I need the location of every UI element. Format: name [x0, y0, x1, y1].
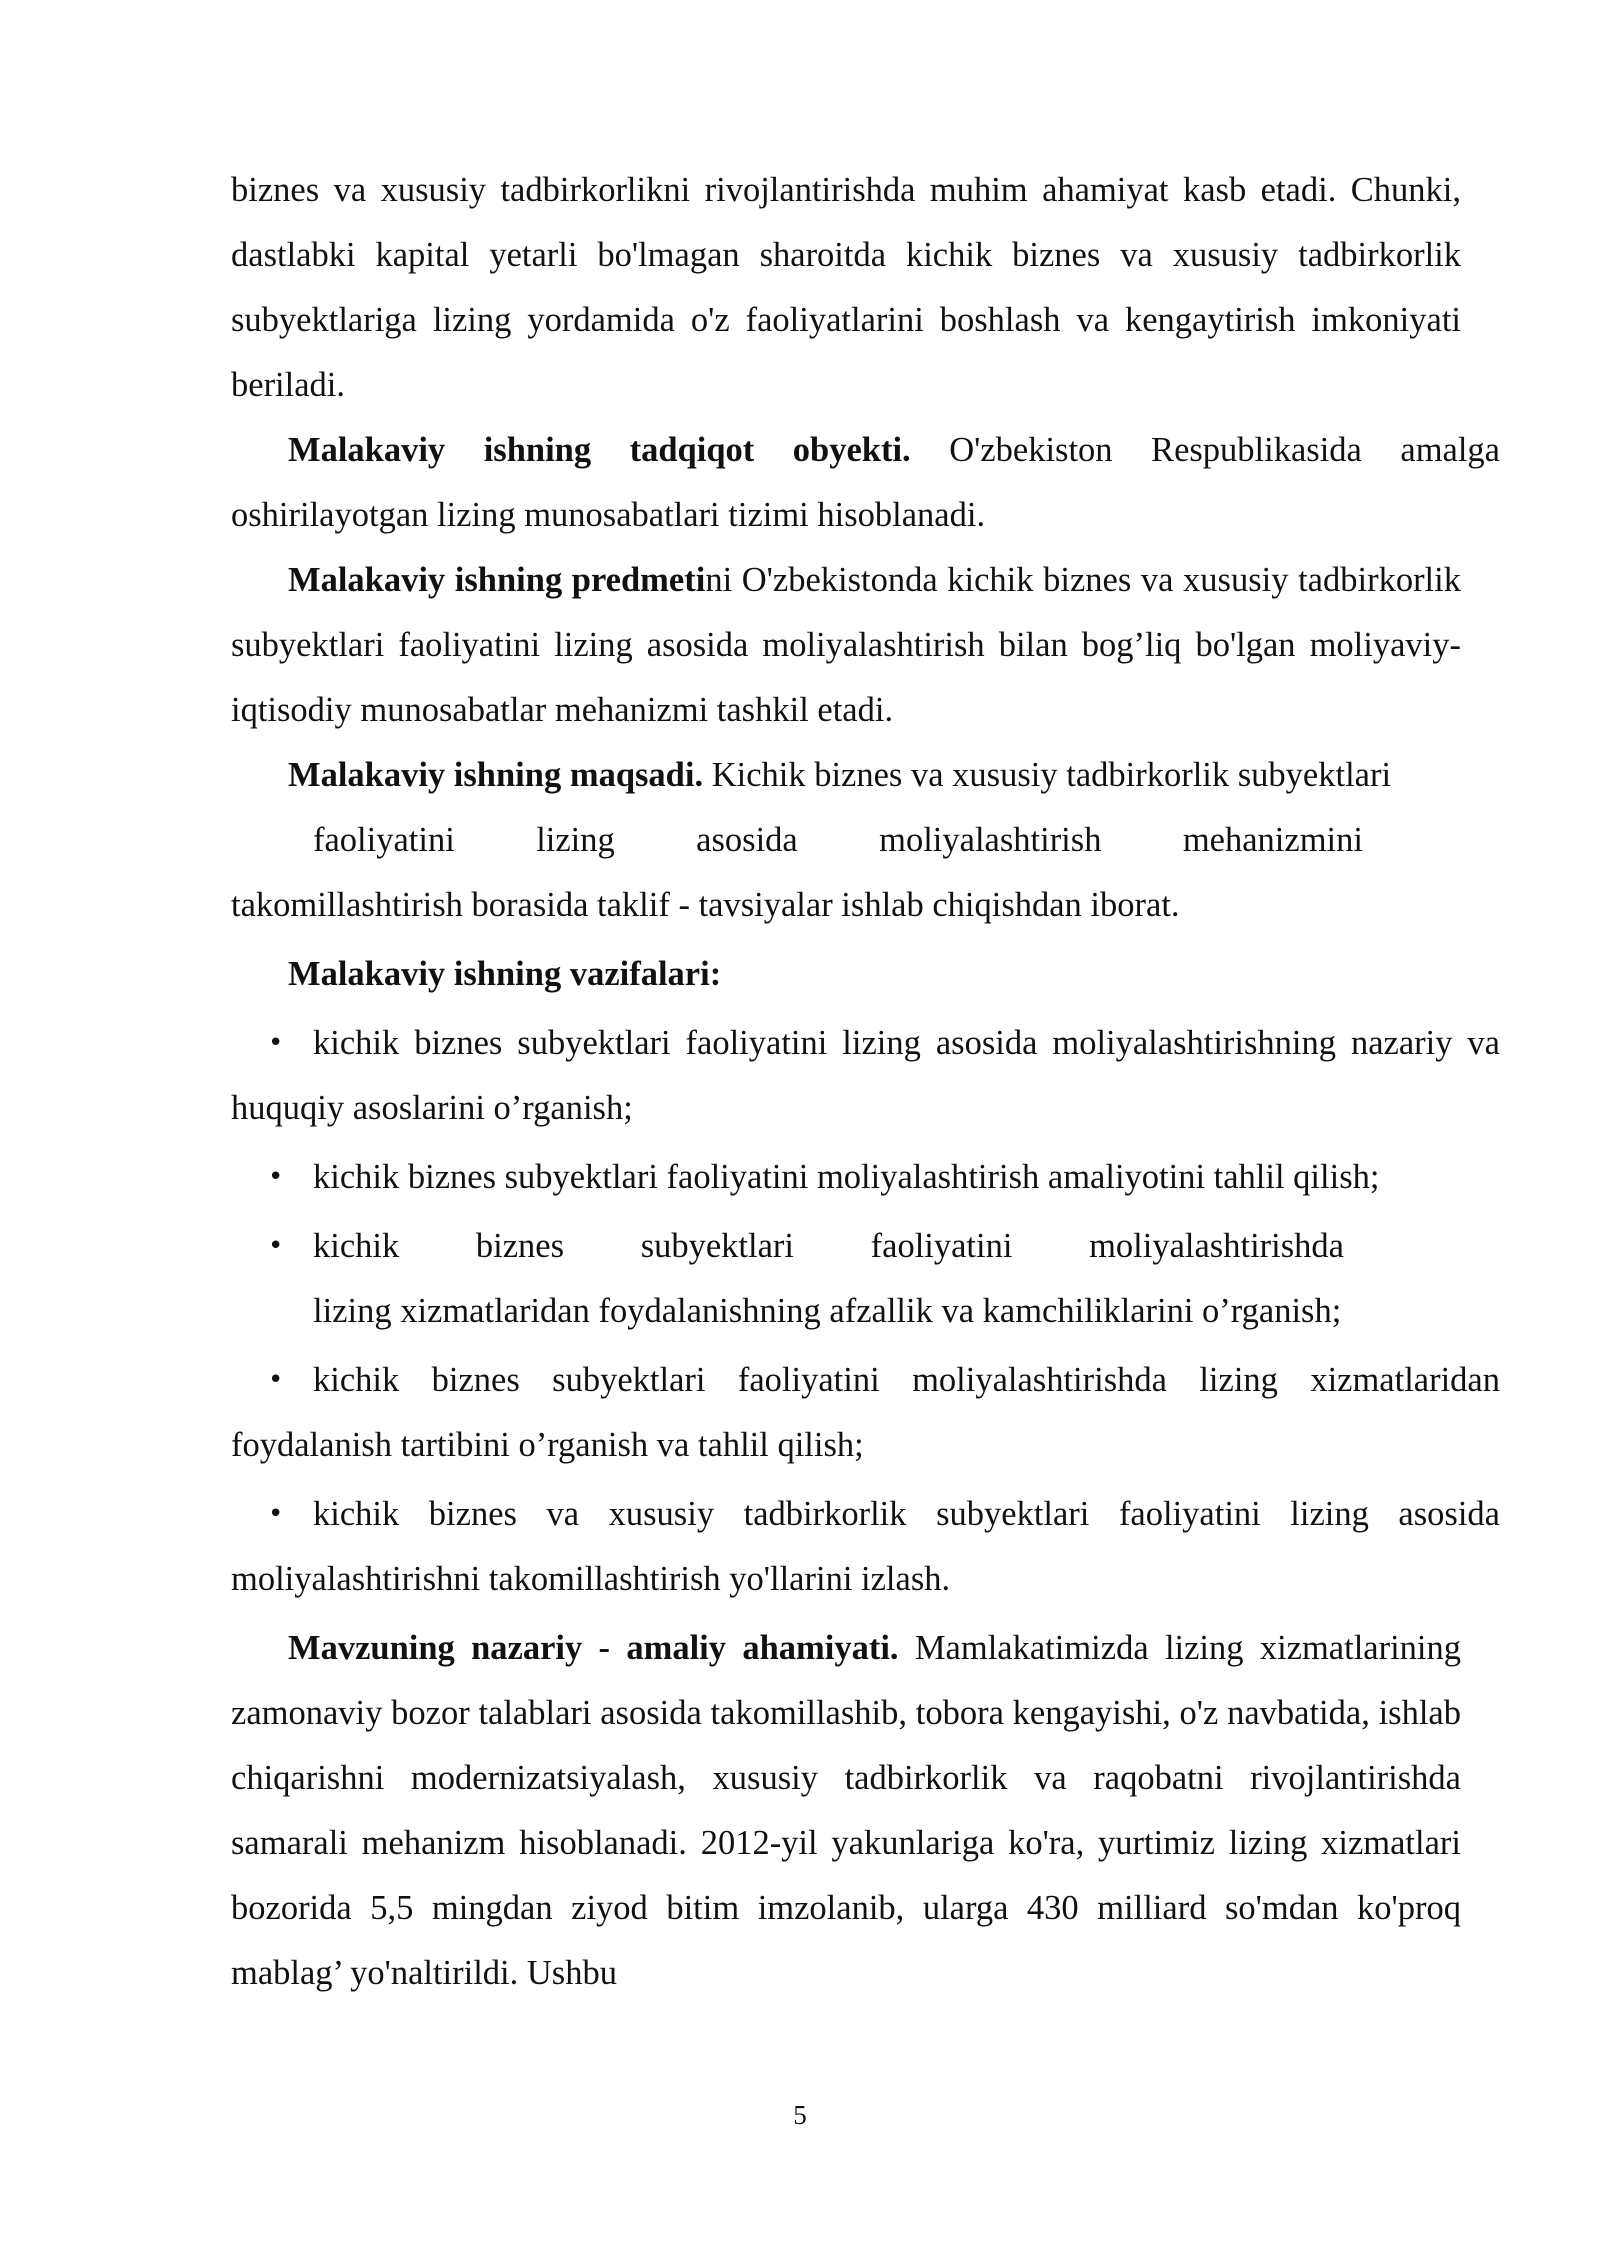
list-item — [231, 1214, 1461, 1344]
goal-word: lizing — [536, 821, 615, 859]
paragraph-research-object — [231, 418, 1500, 548]
goal-word: faoliyatini — [313, 821, 455, 859]
list-item-text: kichik biznes va xususiy tadbirkorlik subyektlari faoliyatini lizing asosida moliyalashtirishni takomillashtirish yo'llarini izlash. — [231, 1495, 1500, 1598]
page-number: 5 — [793, 2100, 807, 2130]
list-word: kichik — [313, 1227, 400, 1265]
paragraph-significance — [231, 1616, 1461, 2006]
list-item-text: lizing xizmatlaridan foydalanishning afzallik va kamchiliklarini o’rganish; — [313, 1292, 1342, 1330]
list-word: biznes — [475, 1227, 565, 1265]
bullet-icon: • — [268, 1365, 284, 1395]
text-significance: Mamlakatimizda lizing xizmatlarining zamonaviy bozor talablari asosida takomillashib, tobora kengayishi, o'z navbatida, ishlab chiqarishni modernizatsiyalash, xususiy tadbirkorlik va raqobatni rivojlantirishda samarali mehanizm hisoblanadi. 2012-yil yakunlariga ko'ra, yurtimiz lizing xizmatlari bozorida 5,5 mingdan ziyod bitim imzolanib, ularga 430 milliard so'mdan ko'proq mablag’ yo'naltirildi. Ushbu — [231, 1629, 1462, 1992]
heading-subject: Malakaviy ishning predmeti — [288, 561, 706, 599]
list-item — [231, 1482, 1500, 1612]
list-word: subyektlari — [640, 1227, 794, 1265]
list-word: faoliyatini — [870, 1227, 1013, 1265]
text-subject: ni O'zbekistonda kichik biznes va xususiy tadbirkorlik subyektlari faoliyatini lizing asosida moliyalashtirish bilan bog’liq bo'lgan moliyaviy-iqtisodiy munosabatlar mehanizmi tashkil etadi. — [231, 561, 1461, 729]
list-item-text: kichik biznes subyektlari faoliyatini moliyalashtirish amaliyotini tahlil qilish; — [313, 1158, 1380, 1196]
paragraph-intro: biznes va xususiy tadbirkorlikni rivojlantirishda muhim ahamiyat kasb etadi. Chunki, dastlabki kapital yetarli bo'lmagan sharoitda kichik biznes va xususiy tadbirkorlik subyektlariga lizing yordamida o'z faoliyatlarini boshlash va kengaytirish imkoniyati beriladi. — [231, 171, 1461, 404]
text-goal-end: takomillashtirish borasida taklif - tavsiyalar ishlab chiqishdan iborat. — [231, 886, 1180, 924]
paragraph-tasks-heading — [231, 942, 1461, 1007]
goal-word: asosida — [696, 821, 798, 859]
list-word: moliyalashtirishda — [1089, 1227, 1344, 1265]
goal-word: mehanizmini — [1182, 821, 1363, 859]
bullet-icon: • — [268, 1499, 284, 1529]
bullet-icon: • — [268, 1028, 284, 1058]
text-goal: Kichik biznes va xususiy tadbirkorlik subyektlari — [711, 756, 1392, 794]
heading-research-object: Malakaviy ishning tadqiqot obyekti. — [288, 431, 911, 469]
goal-word: moliyalashtirish — [879, 821, 1102, 859]
paragraph-goal — [231, 743, 1500, 808]
paragraph-subject — [231, 548, 1461, 743]
bullet-icon: • — [268, 1231, 284, 1261]
text-research-object: O'zbekiston Respublikasida amalga oshirilayotgan lizing munosabatlari tizimi hisoblanadi. — [231, 431, 1500, 534]
list-item — [231, 1011, 1500, 1141]
heading-significance: Mavzuning nazariy - amaliy ahamiyati. — [288, 1629, 899, 1667]
heading-tasks: Malakaviy ishning vazifalari: — [288, 955, 722, 993]
goal-spread-line — [231, 808, 1363, 873]
list-item-spread-line — [313, 1214, 1344, 1279]
list-item — [231, 1348, 1500, 1478]
bullet-icon: • — [268, 1162, 284, 1192]
body-text — [231, 158, 1500, 2006]
list-item — [231, 1145, 1582, 1210]
list-item-text: kichik biznes subyektlari faoliyatini lizing asosida moliyalashtirishning nazariy va huquqiy asoslarini o’rganish; — [231, 1024, 1500, 1127]
heading-goal: Malakaviy ishning maqsadi. — [288, 756, 704, 794]
list-item-text: kichik biznes subyektlari faoliyatini moliyalashtirishda lizing xizmatlaridan foydalanish tartibini o’rganish va tahlil qilish; — [231, 1361, 1500, 1464]
